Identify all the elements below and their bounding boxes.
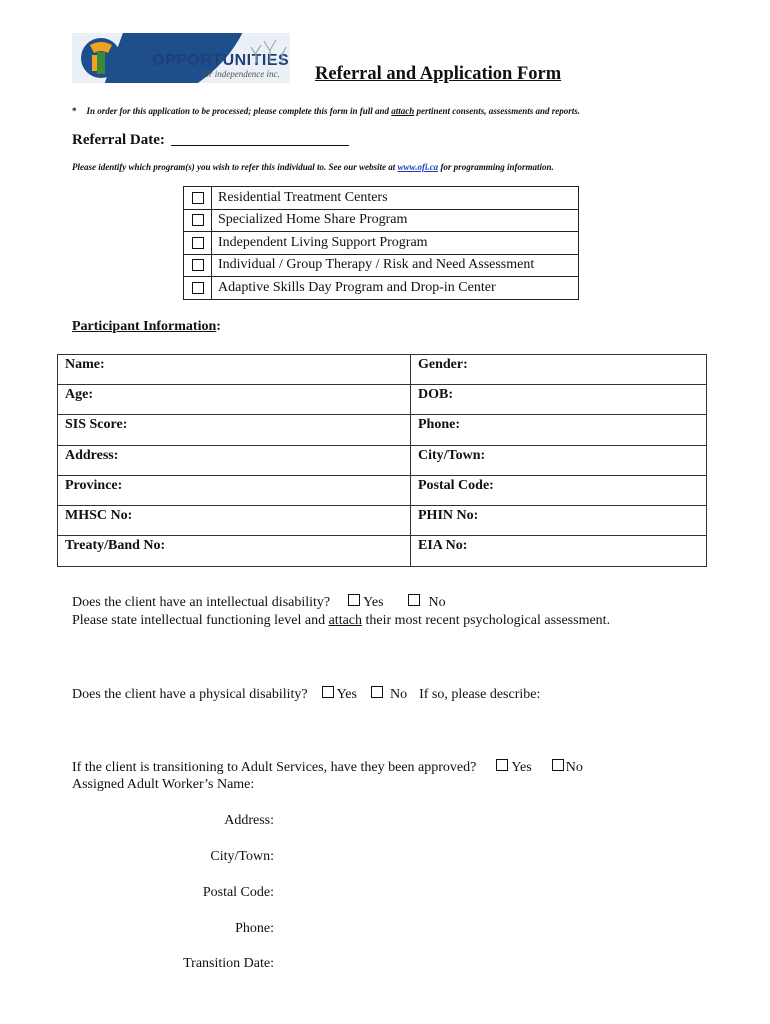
instruction-note [72,106,580,116]
yes-label: Yes [336,687,357,702]
name-field[interactable]: Name: [58,355,411,385]
city-town-field[interactable]: City/Town: [411,445,707,475]
transition-question [72,759,583,776]
checkbox-icon[interactable] [192,214,204,226]
postal-code-field[interactable]: Postal Code: [411,475,707,505]
program-selection-table [183,186,579,300]
instruction-asterisk: * [72,106,77,116]
checkbox-icon[interactable] [348,594,360,606]
organization-logo [72,33,290,83]
table-row [58,415,707,445]
program-checkbox-cell [184,187,212,210]
participant-title-text: Participant Information [72,319,217,334]
physical-disability-question [72,686,540,703]
question-text: Does the client have a physical disability? [72,687,308,702]
program-instruction-text: Please identify which program(s) you wish to refer this individual to. See our website at [72,162,398,172]
checkbox-icon[interactable] [192,237,204,249]
describe-label: If so, please describe: [419,687,541,702]
question-text: Does the client have an intellectual disability? [72,595,331,610]
question-text: If the client is transitioning to Adult Services, have they been approved? [72,760,477,775]
program-label: Individual / Group Therapy / Risk and Need Assessment [212,254,579,277]
followup-text: Please state intellectual functioning level and [72,613,329,628]
table-row [58,475,707,505]
intellectual-followup [72,613,610,629]
referral-date-label: Referral Date: [72,132,165,148]
participant-section-title [72,319,221,335]
program-checkbox-cell [184,232,212,255]
worker-phone-label: Phone: [235,921,274,936]
logo-wordmark: OPPORTUNITIES [152,52,290,69]
age-field[interactable]: Age: [58,385,411,415]
table-row [58,385,707,415]
address-field[interactable]: Address: [58,445,411,475]
program-label: Independent Living Support Program [212,232,579,255]
program-checkbox-cell [184,209,212,232]
no-label: No [565,760,583,775]
checkbox-icon[interactable] [408,594,420,606]
gender-field[interactable]: Gender: [411,355,707,385]
phin-no-field[interactable]: PHIN No: [411,505,707,535]
program-checkbox-cell [184,277,212,300]
program-label: Specialized Home Share Program [212,209,579,232]
province-field[interactable]: Province: [58,475,411,505]
no-label: No [389,687,408,702]
table-row [58,505,707,535]
no-label: No [428,595,446,610]
participant-info-table [57,354,707,567]
program-instruction-text-end: for programming information. [438,162,554,172]
treaty-band-no-field[interactable]: Treaty/Band No: [58,536,411,567]
followup-text-end: their most recent psychological assessment. [362,613,611,628]
participant-title-colon: : [216,319,221,334]
worker-postal-code-label: Postal Code: [202,885,274,900]
table-row [58,355,707,385]
checkbox-icon[interactable] [192,192,204,204]
adult-worker-name-label: Assigned Adult Worker’s Name: [72,777,255,792]
program-label: Residential Treatment Centers [212,187,579,210]
yes-label: Yes [363,595,384,610]
program-row [184,254,579,277]
program-label: Adaptive Skills Day Program and Drop-in Center [212,277,579,300]
instruction-text-end: pertinent consents, assessments and reports. [414,106,581,116]
referral-date-row [72,131,349,149]
program-row [184,277,579,300]
checkbox-icon[interactable] [496,759,508,771]
program-row [184,232,579,255]
website-link[interactable]: www.ofi.ca [397,162,439,172]
form-title: Referral and Application Form [315,64,562,84]
checkbox-icon[interactable] [322,686,334,698]
dob-field[interactable]: DOB: [411,385,707,415]
program-checkbox-cell [184,254,212,277]
table-row [58,536,707,567]
worker-address-label: Address: [224,813,274,828]
mhsc-no-field[interactable]: MHSC No: [58,505,411,535]
intellectual-disability-question [72,594,446,611]
eia-no-field[interactable]: EIA No: [411,536,707,567]
program-instruction [72,162,554,172]
program-row [184,187,579,210]
phone-field[interactable]: Phone: [411,415,707,445]
logo-tagline: for independence inc. [202,69,280,79]
checkbox-icon[interactable] [192,282,204,294]
checkbox-icon[interactable] [192,259,204,271]
checkbox-icon[interactable] [552,759,564,771]
logo-emblem-icon [80,37,122,79]
followup-attach: attach [328,613,363,628]
yes-label: Yes [511,760,532,775]
program-row [184,209,579,232]
sis-score-field[interactable]: SIS Score: [58,415,411,445]
worker-city-town-label: City/Town: [210,849,274,864]
table-row [58,445,707,475]
transition-date-label: Transition Date: [183,956,274,971]
logo-trees-icon [248,35,288,65]
referral-date-field[interactable] [171,131,349,146]
checkbox-icon[interactable] [371,686,383,698]
instruction-attach: attach [391,106,415,116]
instruction-text: In order for this application to be processed; please complete this form in full and [86,106,392,116]
